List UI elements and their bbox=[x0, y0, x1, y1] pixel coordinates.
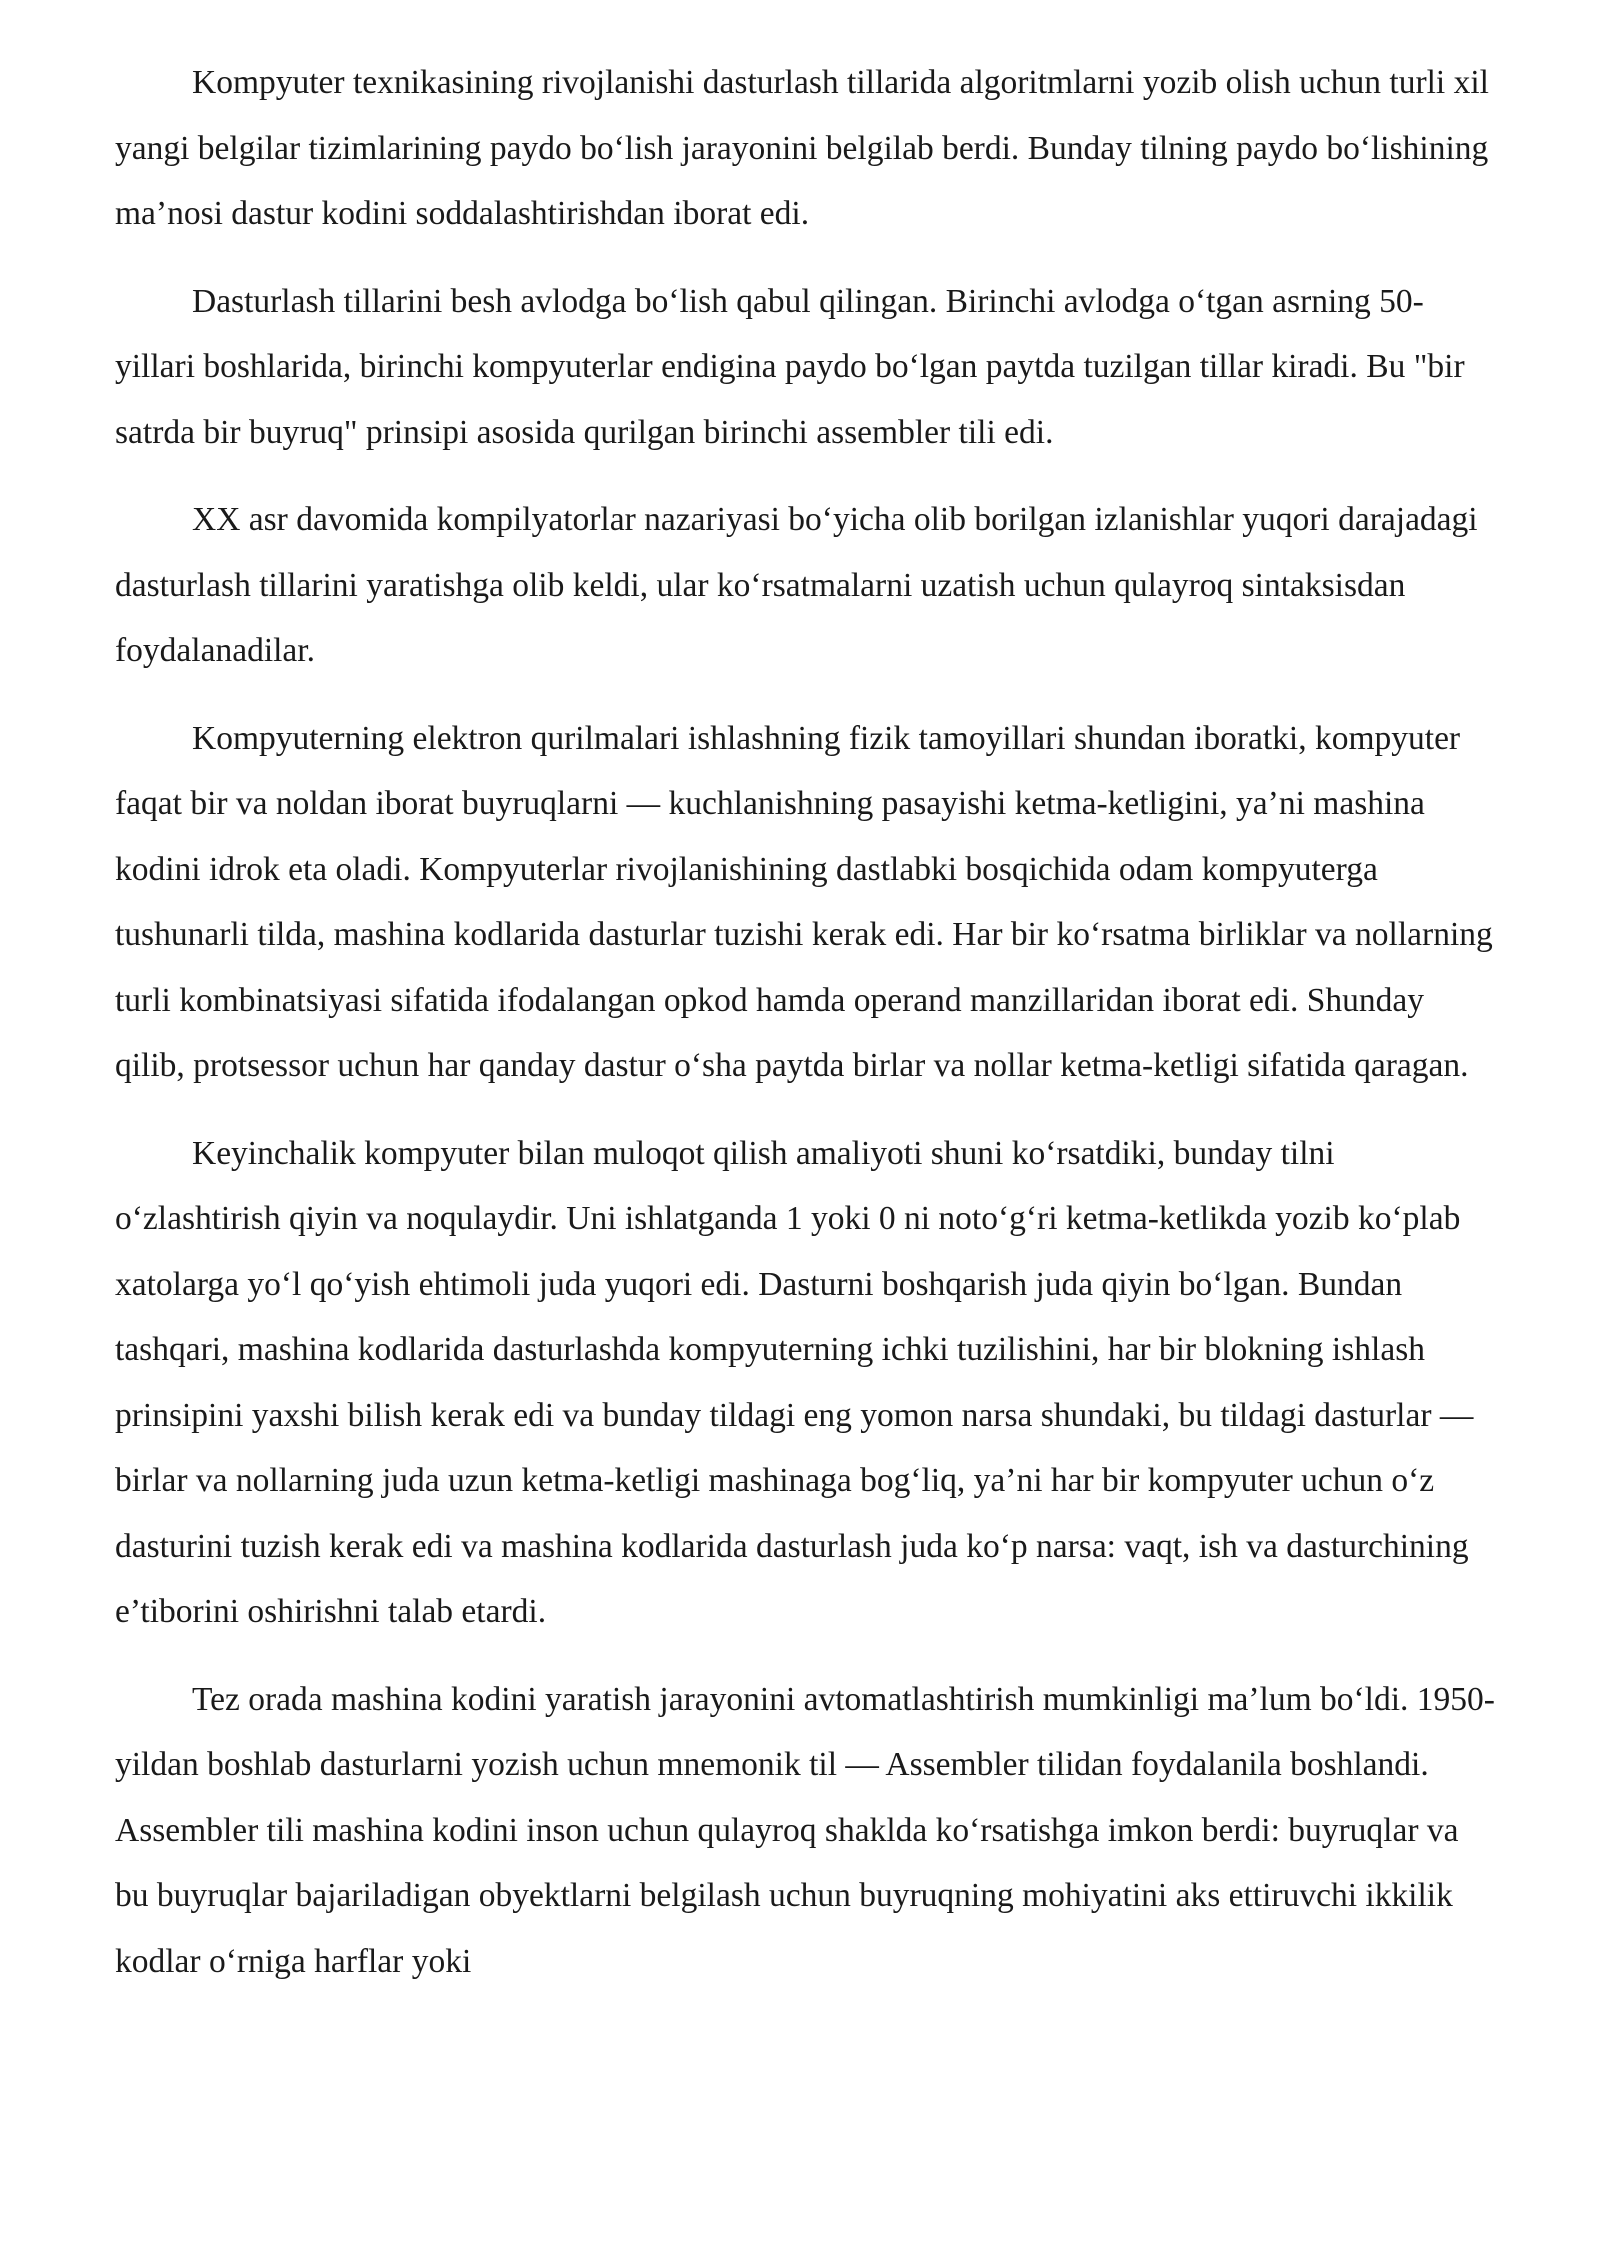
document-page bbox=[115, 50, 1495, 2016]
paragraph: Dasturlash tillarini besh avlodga bo‘lish qabul qilingan. Birinchi avlodga o‘tgan asrning 50-yillari boshlarida, birinchi kompyuterlar endigina paydo bo‘lgan paytda tuzilgan tillar kiradi. Bu "bir satrda bir buyruq" prinsipi asosida qurilgan birinchi assembler tili edi. bbox=[115, 282, 1465, 451]
paragraph: Keyinchalik kompyuter bilan muloqot qilish amaliyoti shuni ko‘rsatdiki, bunday tilni o‘zlashtirish qiyin va noqulaydir. Uni ishlatganda 1 yoki 0 ni noto‘g‘ri ketma-ketlikda yozib ko‘plab xatolarga yo‘l qo‘yish ehtimoli juda yuqori edi. Dasturni boshqarish juda qiyin bo‘lgan. Bundan tashqari, mashina kodlarida dasturlashda kompyuterning ichki tuzilishini, har bir blokning ishlash prinsipini yaxshi bilish kerak edi va bunday tildagi eng yomon narsa shundaki, bu tildagi dasturlar — birlar va nollarning juda uzun ketma-ketligi mashinaga bog‘liq, ya’ni har bir kompyuter uchun o‘z dasturini tuzish kerak edi va mashina kodlarida dasturlash juda ko‘p narsa: vaqt, ish va dasturchining e’tiborini oshirishni talab etardi. bbox=[115, 1134, 1474, 1630]
paragraph: Kompyuter texnikasining rivojlanishi dasturlash tillarida algoritmlarni yozib olish uchun turli xil yangi belgilar tizimlarining paydo bo‘lish jarayonini belgilab berdi. Bunday tilning paydo bo‘lishining ma’nosi dastur kodini soddalashtirishdan iborat edi. bbox=[115, 64, 1489, 232]
paragraph: Tez orada mashina kodini yaratish jarayonini avtomatlashtirish mumkinligi ma’lum bo‘ldi. 1950-yildan boshlab dasturlarni yozish uchun mnemonik til — Assembler tilidan foydalanila boshlandi. Assembler tili mashina kodini inson uchun qulayroq shaklda ko‘rsatishga imkon berdi: buyruqlar va bu buyruqlar bajariladigan obyektlarni belgilash uchun buyruqning mohiyatini aks ettiruvchi ikkilik kodlar o‘rniga harflar yoki bbox=[115, 1680, 1495, 1980]
paragraph: XX asr davomida kompilyatorlar nazariyasi bo‘yicha olib borilgan izlanishlar yuqori darajadagi dasturlash tillarini yaratishga olib keldi, ular ko‘rsatmalarni uzatish uchun qulayroq sintaksisdan foydalanadilar. bbox=[115, 501, 1478, 669]
paragraph: Kompyuterning elektron qurilmalari ishlashning fizik tamoyillari shundan iboratki, kompyuter faqat bir va noldan iborat buyruqlarni — kuchlanishning pasayishi ketma-ketligini, ya’ni mashina kodini idrok eta oladi. Kompyuterlar rivojlanishining dastlabki bosqichida odam kompyuterga tushunarli tilda, mashina kodlarida dasturlar tuzishi kerak edi. Har bir ko‘rsatma birliklar va nollarning turli kombinatsiyasi sifatida ifodalangan opkod hamda operand manzillaridan iborat edi. Shunday qilib, protsessor uchun har qanday dastur o‘sha paytda birlar va nollar ketma-ketligi sifatida qaragan. bbox=[115, 719, 1493, 1084]
